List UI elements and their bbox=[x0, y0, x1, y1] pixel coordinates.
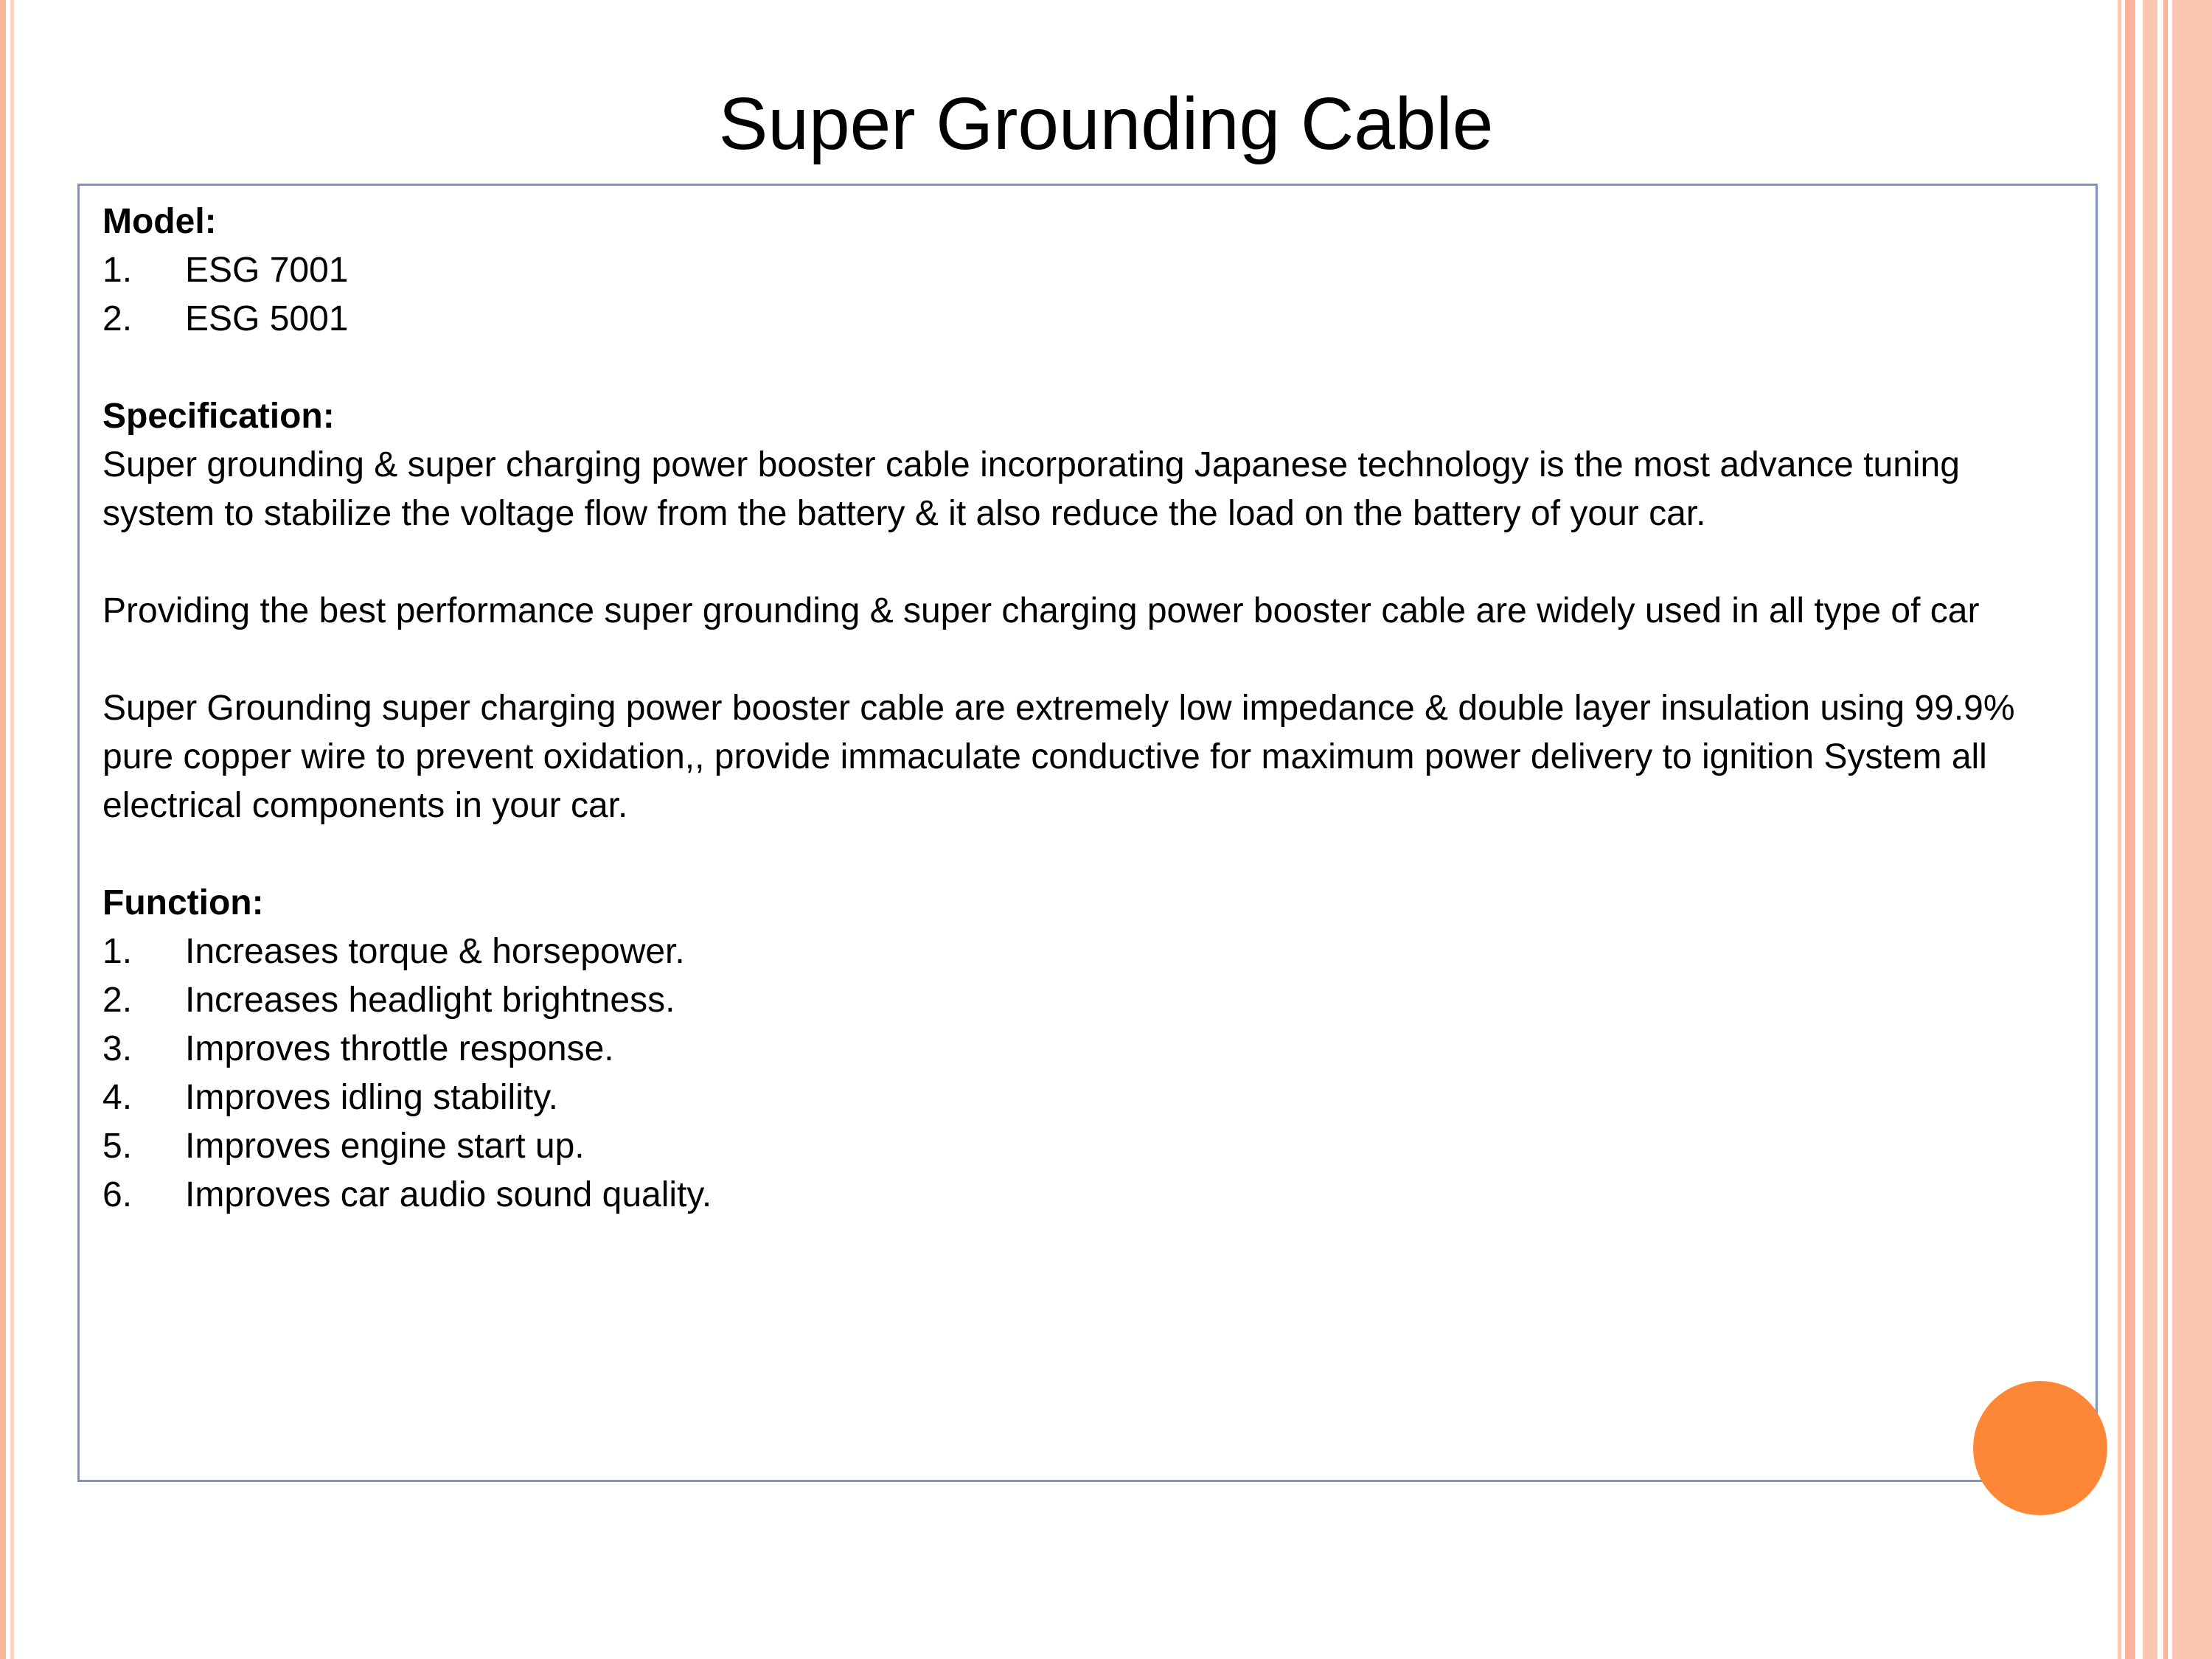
list-item-number: 2. bbox=[102, 981, 133, 1020]
function-list bbox=[102, 928, 2073, 1220]
list-item-number: 5. bbox=[102, 1127, 133, 1166]
spacer bbox=[102, 830, 2073, 879]
list-item-number: 2. bbox=[102, 299, 133, 338]
list-item-number: 4. bbox=[102, 1078, 133, 1117]
list-item bbox=[102, 928, 2073, 976]
list-item-text: Improves car audio sound quality. bbox=[185, 1175, 712, 1214]
specification-heading: Specification: bbox=[102, 397, 335, 436]
list-item-text: Improves engine start up. bbox=[185, 1127, 585, 1166]
slide-title: Super Grounding Cable bbox=[718, 83, 1494, 165]
model-heading: Model: bbox=[102, 202, 217, 241]
list-item bbox=[102, 1074, 2073, 1122]
list-item-text: Improves throttle response. bbox=[185, 1029, 614, 1068]
spacer bbox=[102, 344, 2073, 392]
spacer bbox=[102, 636, 2073, 684]
model-list bbox=[102, 246, 2073, 344]
list-item-text: Increases torque & horsepower. bbox=[185, 932, 685, 971]
right-border-stripe bbox=[2163, 0, 2168, 1659]
list-item-text: ESG 5001 bbox=[185, 299, 349, 338]
list-item-text: Improves idling stability. bbox=[185, 1078, 558, 1117]
list-item-text: Increases headlight brightness. bbox=[185, 981, 675, 1020]
right-border-stripe-thin bbox=[2118, 0, 2121, 1659]
list-item bbox=[102, 246, 2073, 295]
left-border-stripe-thin bbox=[10, 0, 14, 1659]
list-item bbox=[102, 1171, 2073, 1220]
function-heading: Function: bbox=[102, 883, 264, 922]
list-item bbox=[102, 976, 2073, 1025]
list-item-text: ESG 7001 bbox=[185, 251, 349, 290]
list-item bbox=[102, 1025, 2073, 1074]
list-item-number: 3. bbox=[102, 1029, 133, 1068]
list-item-number: 1. bbox=[102, 251, 133, 290]
list-item-number: 6. bbox=[102, 1175, 133, 1214]
spacer bbox=[102, 538, 2073, 587]
right-border-stripe-light bbox=[2143, 0, 2157, 1659]
left-border-stripe bbox=[0, 0, 6, 1659]
specification-paragraph: Super Grounding super charging power booster cable are extremely low impedance & double layer insulation using 99.9% pure copper wire to prevent oxidation,, provide immaculate conductive for maximum power delivery to ignition System all electrical components in your car. bbox=[102, 689, 2015, 825]
decorative-circle-icon bbox=[1973, 1381, 2107, 1515]
list-item bbox=[102, 1122, 2073, 1171]
list-item-number: 1. bbox=[102, 932, 133, 971]
right-border-stripe bbox=[2125, 0, 2135, 1659]
right-border-stripe-wide bbox=[2172, 0, 2212, 1659]
list-item bbox=[102, 295, 2073, 344]
specification-paragraph: Super grounding & super charging power booster cable incorporating Japanese technology is the most advance tuning system to stabilize the voltage flow from the battery & it also reduce the load on the battery of your car. bbox=[102, 445, 1960, 533]
specification-paragraph: Providing the best performance super grounding & super charging power booster cable are widely used in all type of car bbox=[102, 591, 1980, 630]
content-box bbox=[77, 184, 2098, 1482]
